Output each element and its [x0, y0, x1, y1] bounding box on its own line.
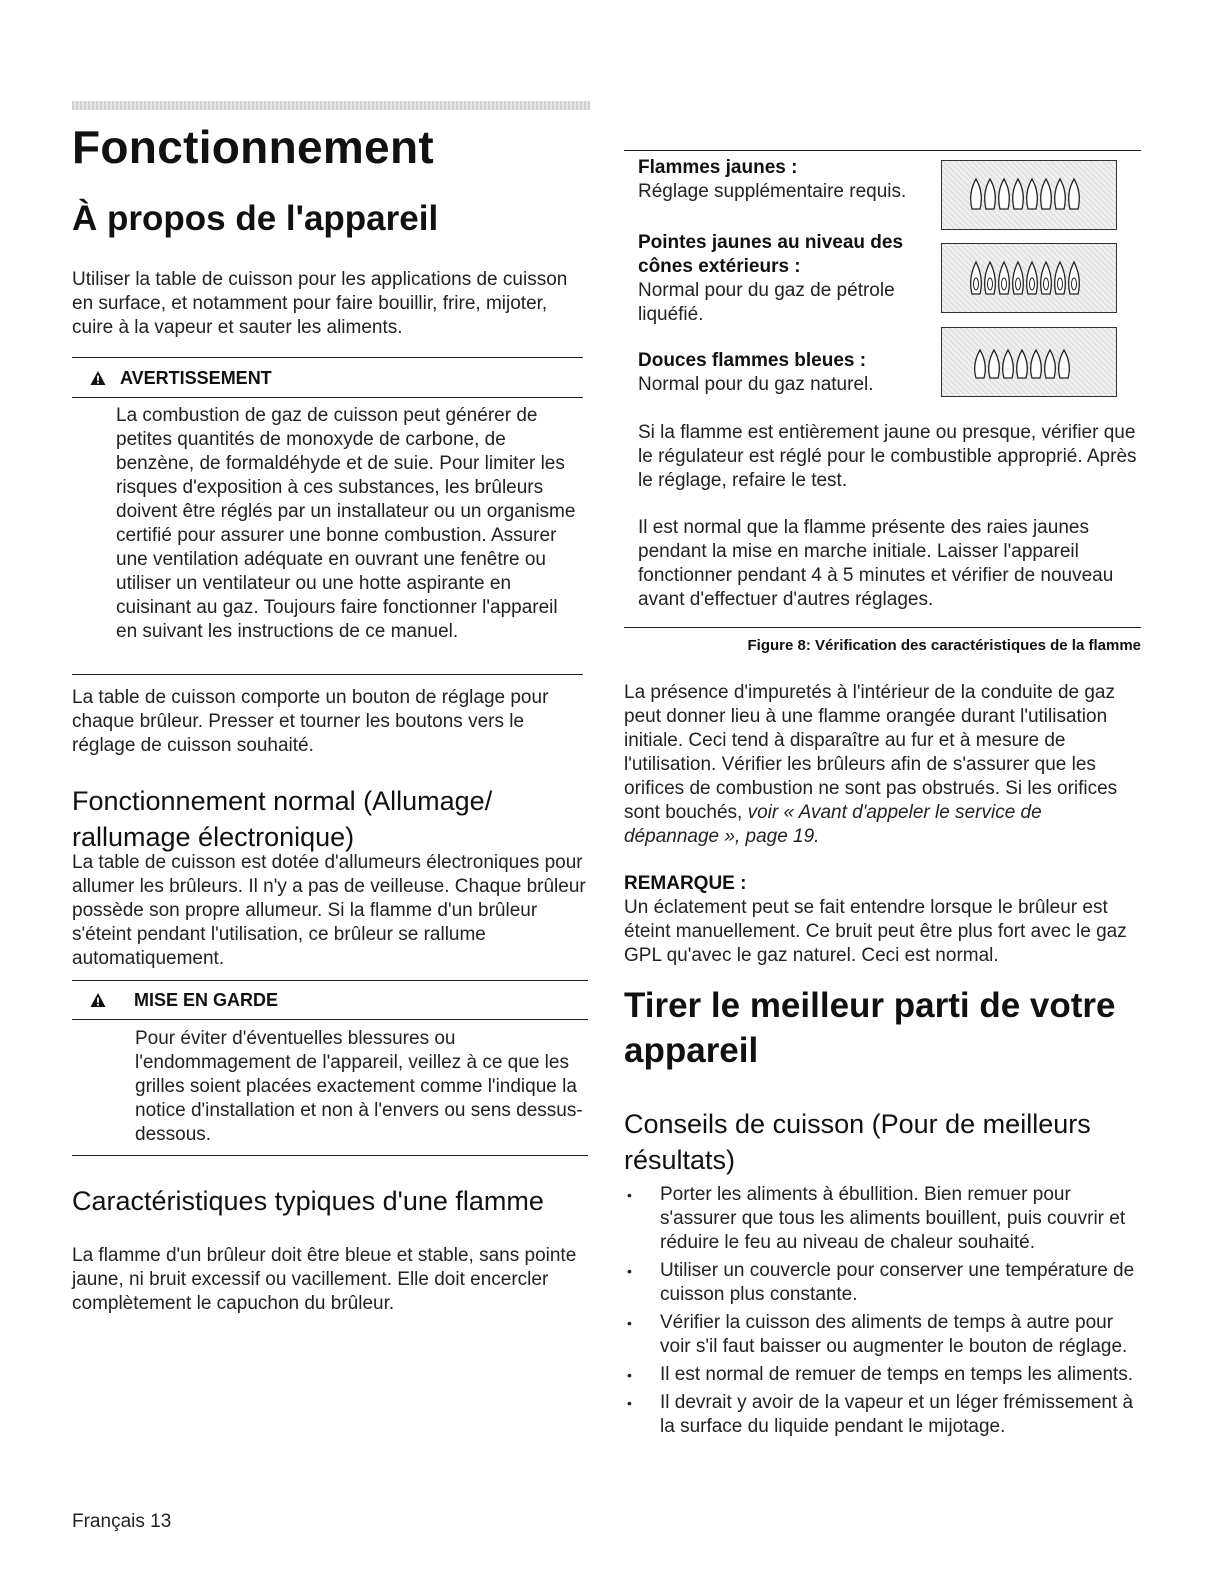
caution-mid-rule: [72, 1019, 588, 1020]
caution-heading: [90, 988, 278, 1012]
yellow-flames-icon: [942, 161, 1116, 229]
cooking-tip-item: [624, 1363, 1140, 1387]
section-title-about: À propos de l'appareil: [72, 199, 439, 238]
flame-type-blue-label: Douces flammes bleues :: [638, 350, 867, 371]
warning-heading: [90, 366, 272, 390]
flame-paragraph-1: Si la flamme est entièrement jaune ou presque, vérifier que le régulateur est réglé pour le combustible approprié. Après le réglage, refaire le test.: [638, 422, 1137, 491]
impurities-text-main: La présence d'impuretés à l'intérieur de la conduite de gaz peut donner lieu à une flamme orangée durant l'utilisation initiale. Ceci tend à disparaître au fur et à mesure de l'utilisation. Vérifier les brûleurs afin de s'assurer que les orifices de combustion ne sont pas obstrués. Si les orifices sont bouchés,: [624, 682, 1118, 823]
section-title-best: Tirer le meilleur parti de votre appareil: [624, 986, 1116, 1070]
cooking-tips-list: [624, 1183, 1140, 1443]
cooking-tip-item: [624, 1259, 1140, 1307]
cooking-tip-text: Porter les aliments à ébullition. Bien remuer pour s'assurer que tous les aliments bouillent, puis couvrir et réduire le feu au niveau de chaleur souhaité.: [660, 1184, 1126, 1253]
knobs-text: La table de cuisson comporte un bouton de réglage pour chaque brûleur. Presser et tourner les boutons vers le réglage de cuisson souhaité.: [72, 687, 549, 756]
flame-text: La flamme d'un brûleur doit être bleue et stable, sans pointe jaune, ni bruit excessif ou vacillement. Elle doit encercler complètement le capuchon du brûleur.: [72, 1245, 577, 1314]
flame-paragraph-2: Il est normal que la flamme présente des raies jaunes pendant la mise en marche initiale. Laisser l'appareil fonctionner pendant 4 à 5 minutes et vérifier de nouveau avant d'effectuer d'autres réglages.: [638, 517, 1114, 610]
flame-type-yellow-desc: Réglage supplémentaire requis.: [638, 181, 907, 202]
section-title-flame: Caractéristiques typiques d'une flamme: [72, 1186, 544, 1216]
yellow-tips-flames-image: [941, 243, 1117, 313]
caution-triangle-icon: [90, 992, 106, 1008]
warning-text: La combustion de gaz de cuisson peut générer de petites quantités de monoxyde de carbone, de benzène, de formaldéhyde et de suie. Pour limiter les risques d'exposition à ces substances, les brûleurs doivent être réglés par un installateur ou un organisme certifié pour assurer une bonne combustion. Assurer une ventilation adéquate en ouvrant une fenêtre ou utiliser un ventilateur ou une hotte aspirante en cuisinant au gaz. Toujours faire fonctionner l'appareil en suivant les instructions de ce manuel.: [116, 405, 576, 642]
warning-triangle-icon: [90, 370, 106, 386]
blue-flames-image: [941, 327, 1117, 397]
page-title: Fonctionnement: [72, 121, 434, 173]
cooking-tip-text: Il est normal de remuer de temps en temps les aliments.: [660, 1364, 1134, 1385]
section-title-normal: Fonctionnement normal (Allumage/ rallumage électronique): [72, 786, 493, 852]
caution-text: Pour éviter d'éventuelles blessures ou l'endommagement de l'appareil, veillez à ce que les grilles soient placées exactement comme l'indique la notice d'installation et non à l'envers ou sens dessus-dessous.: [135, 1028, 583, 1145]
bullet-icon: •: [627, 1395, 632, 1411]
flame-type-blue-desc: Normal pour du gaz naturel.: [638, 374, 874, 395]
yellow-flames-image: [941, 160, 1117, 230]
warning-bottom-rule: [72, 674, 583, 675]
bullet-icon: •: [627, 1315, 632, 1331]
figure-top-rule: [624, 150, 1141, 151]
section-subtitle-tips: Conseils de cuisson (Pour de meilleurs résultats): [624, 1109, 1091, 1175]
cooking-tip-item: [624, 1391, 1140, 1439]
cooking-tip-text: Il devrait y avoir de la vapeur et un léger frémissement à la surface du liquide pendant le mijotage.: [660, 1392, 1134, 1437]
caution-heading-text: MISE EN GARDE: [134, 990, 279, 1010]
cooking-tip-item: [624, 1311, 1140, 1359]
bullet-icon: •: [627, 1263, 632, 1279]
yellow-tips-flames-icon: [942, 244, 1116, 312]
warning-heading-text: AVERTISSEMENT: [120, 368, 272, 388]
bullet-icon: •: [627, 1187, 632, 1203]
cooking-tip-item: [624, 1183, 1140, 1255]
flame-type-yellow-label: Flammes jaunes :: [638, 157, 798, 178]
cooking-tip-text: Vérifier la cuisson des aliments de temps à autre pour voir s'il faut baisser ou augmenter le bouton de réglage.: [660, 1312, 1128, 1357]
normal-operation-text: La table de cuisson est dotée d'allumeurs électroniques pour allumer les brûleurs. Il n'y a pas de veilleuse. Chaque brûleur possède son propre allumeur. Si la flamme d'un brûleur s'éteint pendant l'utilisation, ce brûleur se rallume automatiquement.: [72, 852, 586, 969]
header-decoration-bar: [72, 101, 590, 110]
flame-type-yellow-tips-label: Pointes jaunes au niveau des cônes extérieurs :: [638, 232, 904, 277]
impurities-text: [624, 681, 1138, 849]
note-text: Un éclatement peut se fait entendre lorsque le brûleur est éteint manuellement. Ce bruit peut être plus fort avec le gaz GPL qu'avec le gaz naturel. Ceci est normal.: [624, 897, 1127, 966]
caution-top-rule: [72, 980, 588, 981]
figure-caption: Figure 8: Vérification des caractéristiques de la flamme: [747, 637, 1141, 654]
page-footer: Français 13: [72, 1511, 172, 1532]
troubleshooting-reference: voir « Avant d'appeler le service de dépannage », page 19.: [624, 802, 1042, 847]
warning-top-rule: [72, 357, 583, 358]
cooking-tip-text: Utiliser un couvercle pour conserver une température de cuisson plus constante.: [660, 1260, 1135, 1305]
note-heading: REMARQUE :: [624, 873, 747, 894]
warning-mid-rule: [72, 397, 583, 398]
bullet-icon: •: [627, 1367, 632, 1383]
blue-flames-icon: [942, 328, 1116, 396]
flame-type-yellow-tips-desc: Normal pour du gaz de pétrole liquéfié.: [638, 280, 895, 325]
about-intro: Utiliser la table de cuisson pour les applications de cuisson en surface, et notamment pour faire bouillir, frire, mijoter, cuire à la vapeur et sauter les aliments.: [72, 269, 568, 338]
caution-bottom-rule: [72, 1155, 588, 1156]
figure-bottom-rule: [624, 627, 1141, 628]
